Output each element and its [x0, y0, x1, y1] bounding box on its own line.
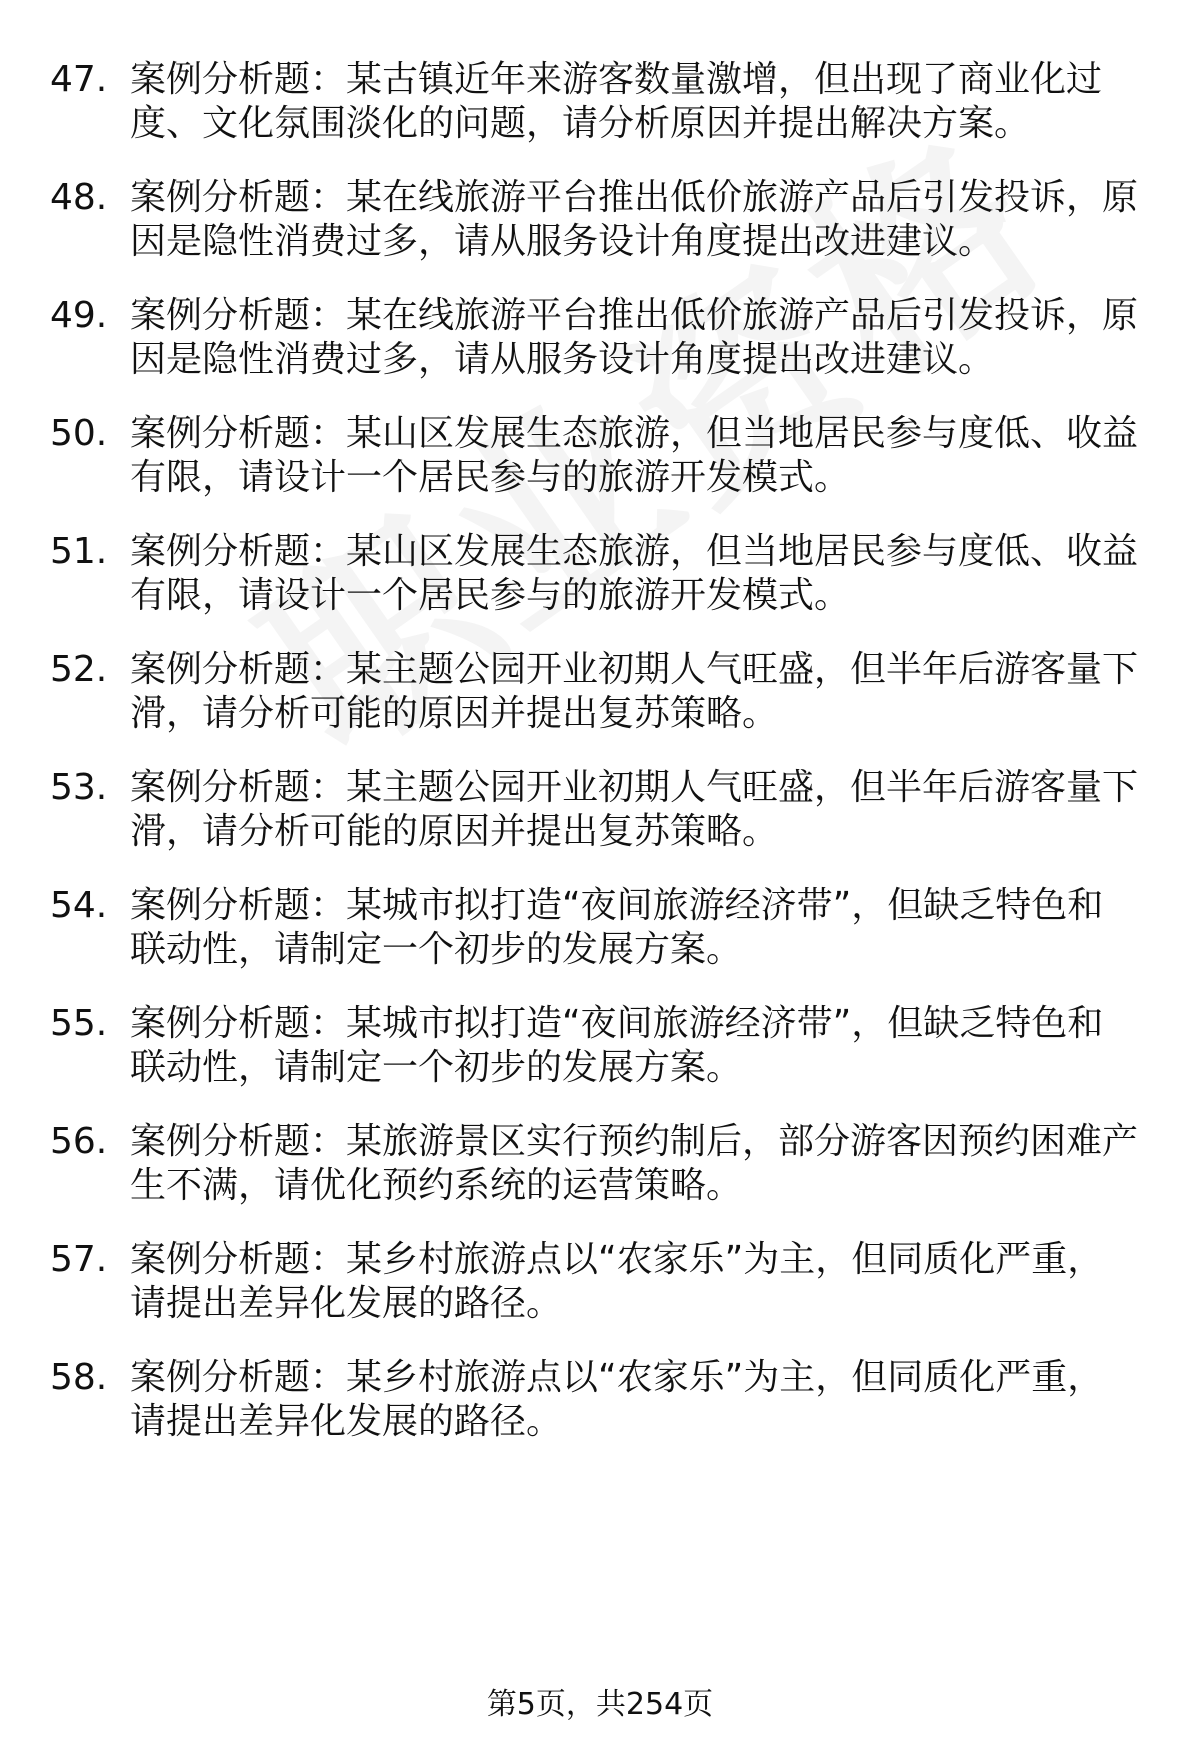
question-item	[50, 1002, 1160, 1102]
question-line-2: 滑，请分析可能的原因并提出复苏策略。	[130, 693, 779, 734]
question-item	[50, 884, 1160, 984]
question-line-1: 案例分析题：某乡村旅游点以“农家乐”为主，但同质化严重，	[130, 1357, 1104, 1398]
question-text	[130, 530, 1160, 618]
question-line-2: 度、文化氛围淡化的问题，请分析原因并提出解决方案。	[130, 103, 1031, 144]
question-line-2: 有限，请设计一个居民参与的旅游开发模式。	[130, 575, 851, 616]
question-text	[130, 1002, 1160, 1090]
question-item	[50, 412, 1160, 512]
question-text	[130, 1238, 1160, 1326]
question-text	[130, 294, 1160, 382]
question-item	[50, 1238, 1160, 1338]
question-number: 52.	[50, 649, 108, 690]
question-text	[130, 766, 1160, 854]
question-line-1: 案例分析题：某山区发展生态旅游，但当地居民参与度低、收益	[130, 413, 1139, 454]
question-number: 50.	[50, 413, 108, 454]
question-line-1: 案例分析题：某城市拟打造“夜间旅游经济带”，但缺乏特色和	[130, 1003, 1104, 1044]
question-number: 53.	[50, 767, 108, 808]
question-item	[50, 1356, 1160, 1456]
question-text	[130, 648, 1160, 736]
question-line-1: 案例分析题：某在线旅游平台推出低价旅游产品后引发投诉，原	[130, 295, 1139, 336]
question-line-1: 案例分析题：某在线旅游平台推出低价旅游产品后引发投诉，原	[130, 177, 1139, 218]
question-number: 48.	[50, 177, 108, 218]
question-line-2: 联动性，请制定一个初步的发展方案。	[130, 929, 743, 970]
question-text	[130, 1356, 1160, 1444]
question-number: 49.	[50, 295, 108, 336]
question-text	[130, 412, 1160, 500]
question-line-1: 案例分析题：某主题公园开业初期人气旺盛，但半年后游客量下	[130, 767, 1139, 808]
question-item	[50, 766, 1160, 866]
question-line-2: 滑，请分析可能的原因并提出复苏策略。	[130, 811, 779, 852]
question-item	[50, 294, 1160, 394]
question-line-2: 联动性，请制定一个初步的发展方案。	[130, 1047, 743, 1088]
question-line-2: 有限，请设计一个居民参与的旅游开发模式。	[130, 457, 851, 498]
question-item	[50, 648, 1160, 748]
question-text	[130, 884, 1160, 972]
question-number: 54.	[50, 885, 108, 926]
question-number: 55.	[50, 1003, 108, 1044]
question-line-2: 因是隐性消费过多，请从服务设计角度提出改进建议。	[130, 221, 995, 262]
question-text	[130, 58, 1160, 146]
question-item	[50, 176, 1160, 276]
question-line-2: 请提出差异化发展的路径。	[130, 1401, 563, 1442]
question-line-1: 案例分析题：某旅游景区实行预约制后，部分游客因预约困难产	[130, 1121, 1139, 1162]
question-item	[50, 1120, 1160, 1220]
question-item	[50, 58, 1160, 158]
question-number: 58.	[50, 1357, 108, 1398]
question-line-1: 案例分析题：某城市拟打造“夜间旅游经济带”，但缺乏特色和	[130, 885, 1104, 926]
question-line-2: 因是隐性消费过多，请从服务设计角度提出改进建议。	[130, 339, 995, 380]
question-number: 47.	[50, 59, 108, 100]
question-text	[130, 176, 1160, 264]
question-number: 56.	[50, 1121, 108, 1162]
question-line-2: 请提出差异化发展的路径。	[130, 1283, 563, 1324]
question-line-2: 生不满，请优化预约系统的运营策略。	[130, 1165, 743, 1206]
question-text	[130, 1120, 1160, 1208]
page-footer: 第5页，共254页	[486, 1687, 714, 1722]
question-line-1: 案例分析题：某古镇近年来游客数量激增，但出现了商业化过	[130, 59, 1103, 100]
question-number: 57.	[50, 1239, 108, 1280]
question-item	[50, 530, 1160, 630]
question-line-1: 案例分析题：某山区发展生态旅游，但当地居民参与度低、收益	[130, 531, 1139, 572]
question-line-1: 案例分析题：某乡村旅游点以“农家乐”为主，但同质化严重，	[130, 1239, 1104, 1280]
question-line-1: 案例分析题：某主题公园开业初期人气旺盛，但半年后游客量下	[130, 649, 1139, 690]
question-number: 51.	[50, 531, 108, 572]
